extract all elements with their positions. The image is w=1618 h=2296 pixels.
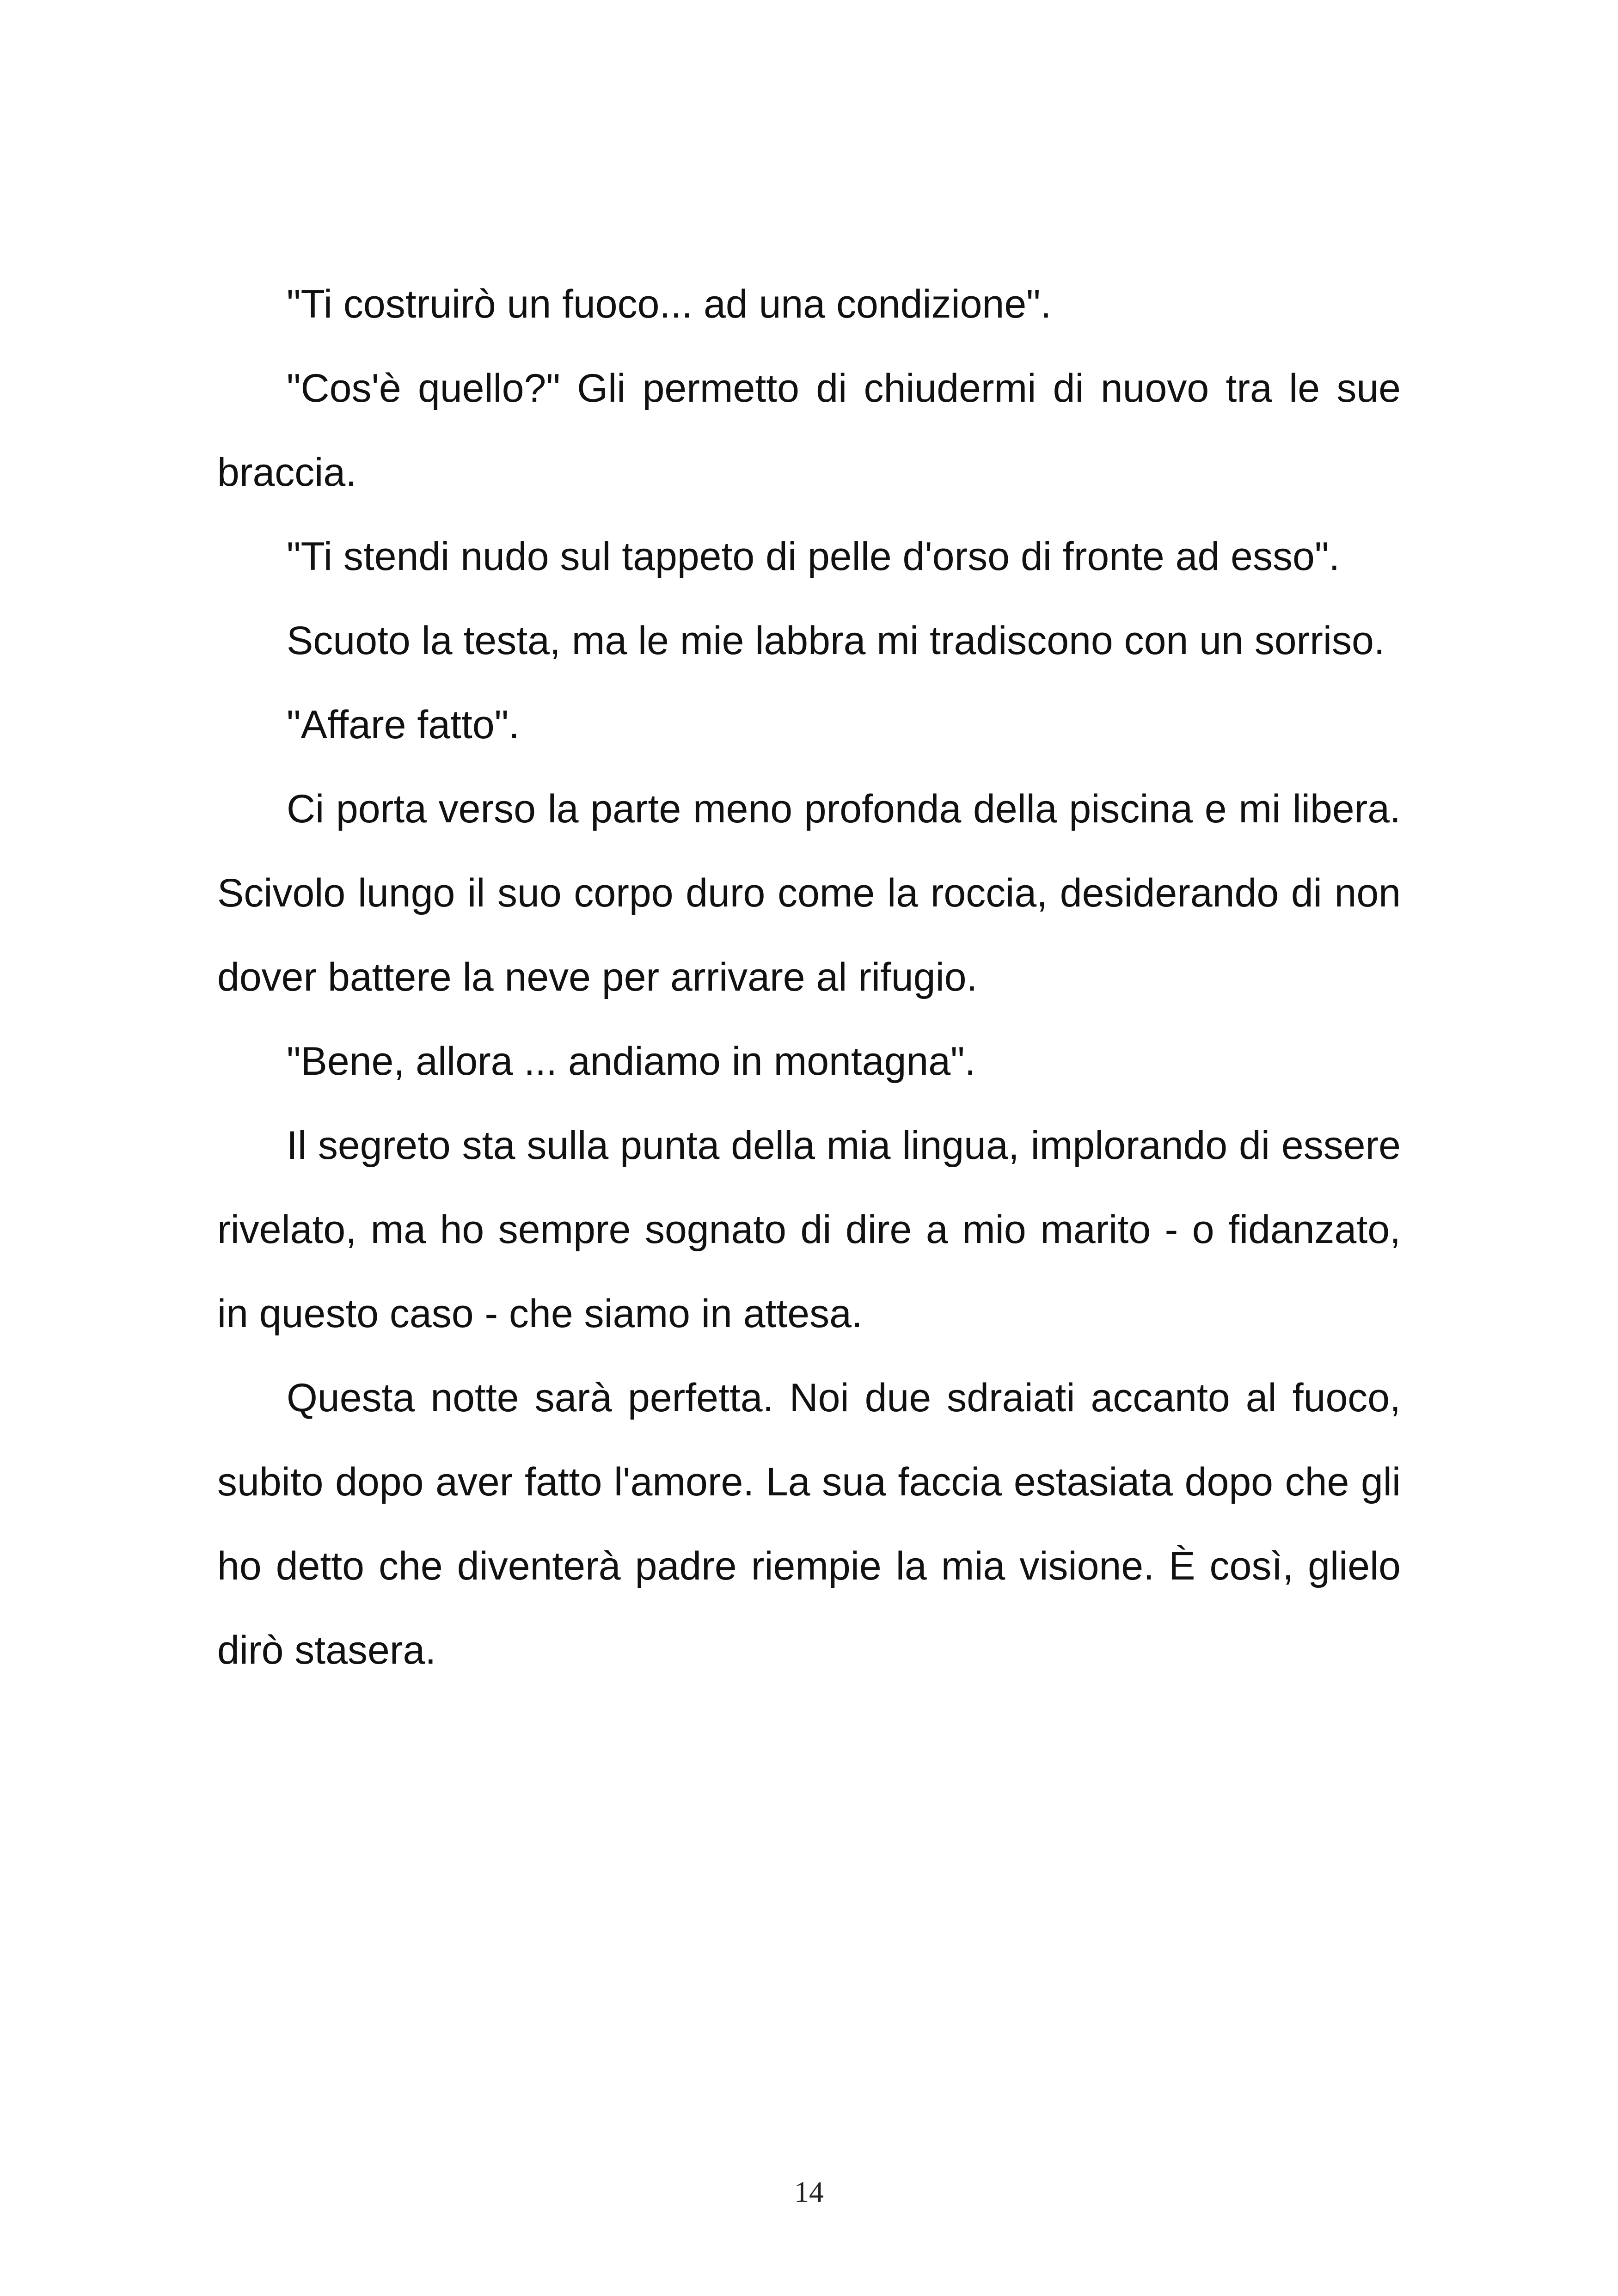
paragraph-5: "Affare fatto". (287, 703, 520, 747)
paragraph-9: Questa notte sarà perfetta. Noi due sdraiati accanto al fuoco, subito dopo aver fatto l'amore. La sua faccia estasiata dopo che gli ho detto che diventerà padre riempie la mia visione. È così, glielo dirò stasera. (217, 1376, 1401, 1672)
body-text (217, 262, 1401, 1692)
paragraph-6: Ci porta verso la parte meno profonda della piscina e mi libera. Scivolo lungo il suo corpo duro come la roccia, desiderando di non dover battere la neve per arrivare al rifugio. (217, 787, 1401, 999)
paragraph-3: "Ti stendi nudo sul tappeto di pelle d'orso di fronte ad esso". (287, 534, 1340, 579)
paragraph-4: Scuoto la testa, ma le mie labbra mi tradiscono con un sorriso. (287, 618, 1385, 663)
paragraph-2: "Cos'è quello?" Gli permetto di chiudermi di nuovo tra le sue braccia. (217, 366, 1401, 495)
paragraph-8: Il segreto sta sulla punta della mia lingua, implorando di essere rivelato, ma ho sempre sognato di dire a mio marito - o fidanzato, in questo caso - che siamo in attesa. (217, 1123, 1401, 1336)
paragraph-1: "Ti costruirò un fuoco... ad una condizione". (287, 282, 1052, 326)
paragraph-7: "Bene, allora ... andiamo in montagna". (287, 1039, 976, 1084)
page-number: 14 (794, 2175, 824, 2208)
